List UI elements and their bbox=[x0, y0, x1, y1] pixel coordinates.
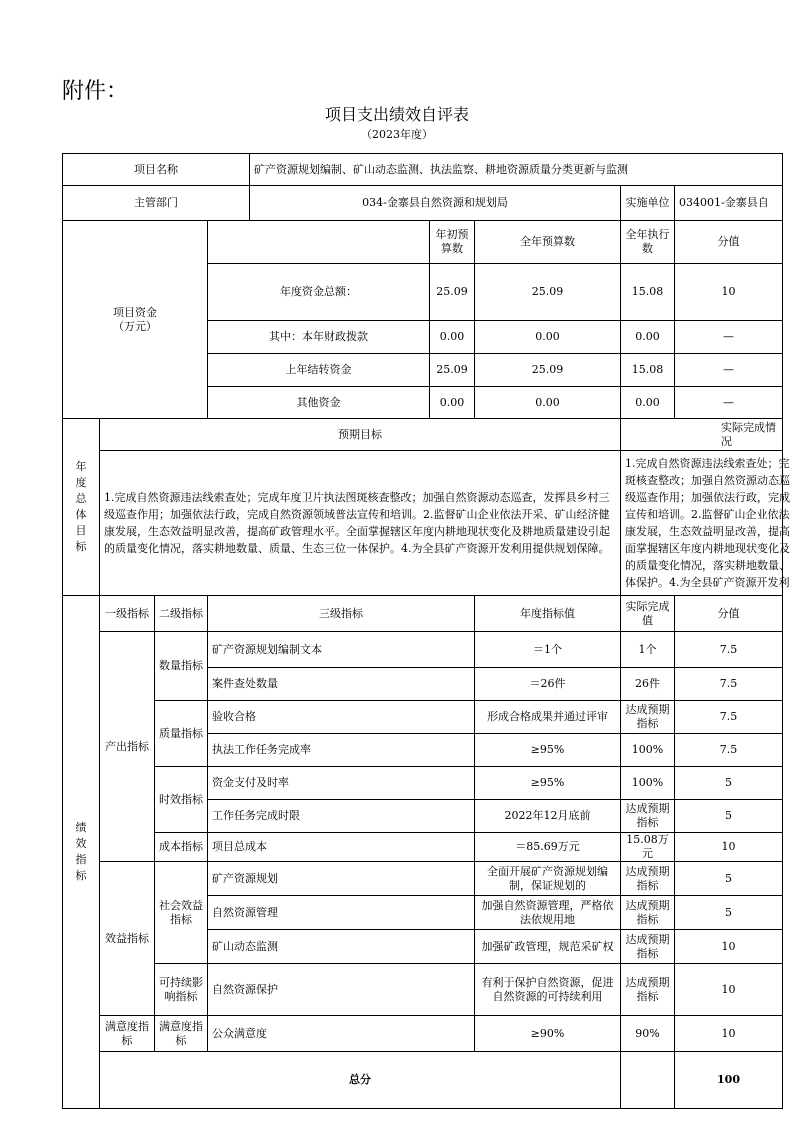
actual-result-line: 面掌握辖区年度内耕地现状变化及 bbox=[625, 542, 790, 555]
perf-header-actual: 实际完成值 bbox=[621, 596, 675, 632]
indicator-actual: 100% bbox=[621, 734, 675, 767]
indicator-name: 工作任务完成时限 bbox=[208, 800, 475, 833]
indicator-score: 7.5 bbox=[675, 701, 783, 734]
expected-goal-header: 预期目标 bbox=[100, 419, 621, 451]
actual-result-line: 的质量变化情况，落实耕地数量、 bbox=[625, 559, 790, 572]
indicator-row bbox=[63, 964, 783, 1016]
actual-result-line: 体保护。4.为全县矿产资源开发利 bbox=[625, 576, 790, 589]
actual-result-text bbox=[621, 451, 790, 596]
indicator-target: ＝1个 bbox=[475, 632, 621, 668]
funds-row-label: 其中：本年财政拨款 bbox=[208, 321, 430, 354]
indicator-actual: 90% bbox=[621, 1016, 675, 1052]
project-name-row bbox=[63, 154, 783, 186]
funds-row-executed: 15.08 bbox=[621, 264, 675, 321]
indicator-row bbox=[63, 767, 783, 800]
indicator-target: 全面开展矿产资源规划编制，保证规划的 bbox=[475, 862, 621, 896]
indicator-target: ≥95% bbox=[475, 767, 621, 800]
actual-result-line: 宣传和培训。2.监督矿山企业依法 bbox=[625, 508, 790, 521]
level2-sustainable: 可持续影响指标 bbox=[155, 964, 208, 1016]
indicator-score: 7.5 bbox=[675, 668, 783, 701]
indicator-actual: 达成预期指标 bbox=[621, 701, 675, 734]
indicator-score: 5 bbox=[675, 800, 783, 833]
annual-goal-content-row bbox=[63, 451, 783, 596]
indicator-actual: 26件 bbox=[621, 668, 675, 701]
indicator-score: 10 bbox=[675, 833, 783, 862]
funds-row-initial: 0.00 bbox=[430, 387, 475, 419]
indicator-row bbox=[63, 632, 783, 668]
perf-header-target: 年度指标值 bbox=[475, 596, 621, 632]
evaluation-table-viewport bbox=[62, 153, 790, 1086]
indicator-target: ＝26件 bbox=[475, 668, 621, 701]
indicator-target: ≥90% bbox=[475, 1016, 621, 1052]
total-row bbox=[63, 1052, 783, 1109]
perf-header-score: 分值 bbox=[675, 596, 783, 632]
funds-row-score: 10 bbox=[675, 264, 783, 321]
funds-row-initial: 25.09 bbox=[430, 354, 475, 387]
annual-goal-label: 年 度 总 体 目 标 bbox=[63, 419, 100, 596]
indicator-actual: 达成预期指标 bbox=[621, 896, 675, 930]
indicator-score: 10 bbox=[675, 930, 783, 964]
funds-row-executed: 0.00 bbox=[621, 321, 675, 354]
indicator-actual: 15.08万元 bbox=[621, 833, 675, 862]
indicator-name: 矿山动态监测 bbox=[208, 930, 475, 964]
funds-row-score: — bbox=[675, 387, 783, 419]
indicator-row bbox=[63, 1016, 783, 1052]
level2-satisfaction: 满意度指标 bbox=[155, 1016, 208, 1052]
indicator-score: 7.5 bbox=[675, 632, 783, 668]
indicator-name: 资金支付及时率 bbox=[208, 767, 475, 800]
indicator-target: 加强自然资源管理，严格依法依规用地 bbox=[475, 896, 621, 930]
funds-row-executed: 0.00 bbox=[621, 387, 675, 419]
perf-header-level1: 一级指标 bbox=[100, 596, 155, 632]
funds-row-initial: 0.00 bbox=[430, 321, 475, 354]
dept-value: 034-金寨县自然资源和规划局 bbox=[250, 186, 621, 221]
funds-row-budget: 0.00 bbox=[475, 321, 621, 354]
expected-goal-text: 1.完成自然资源违法线索查处；完成年度卫片执法图斑核查整改；加强自然资源动态巡查，发挥县乡村三级巡查作用；加强依法行政，完成自然资源领域普法宣传和培训。2.监督矿山企业依法开采、矿山经济健康发展，生态效益明显改善，提高矿政管理水平。全面掌握辖区年度内耕地现状变化及耕地质量建设引起的质量变化情况，落实耕地数量、质量、生态三位一体保护。4.为全县矿产资源开发利用提供规划保障。 bbox=[100, 451, 621, 596]
funds-header-budget: 全年预算数 bbox=[475, 221, 621, 264]
indicator-target: 有利于保护自然资源，促进自然资源的可持续利用 bbox=[475, 964, 621, 1016]
funds-header-initial: 年初预算数 bbox=[430, 221, 475, 264]
indicator-score: 10 bbox=[675, 964, 783, 1016]
funds-row-label: 年度资金总额： bbox=[208, 264, 430, 321]
indicator-target: 2022年12月底前 bbox=[475, 800, 621, 833]
indicator-name: 矿产资源规划 bbox=[208, 862, 475, 896]
indicator-target: ＝85.69万元 bbox=[475, 833, 621, 862]
evaluation-table bbox=[62, 153, 790, 1109]
indicator-name: 验收合格 bbox=[208, 701, 475, 734]
indicator-name: 案件查处数量 bbox=[208, 668, 475, 701]
total-label: 总分 bbox=[100, 1052, 621, 1109]
funds-row-score: — bbox=[675, 321, 783, 354]
funds-row-executed: 15.08 bbox=[621, 354, 675, 387]
annual-goal-header-row bbox=[63, 419, 783, 451]
level1-output: 产出指标 bbox=[100, 632, 155, 862]
funds-row-label: 上年结转资金 bbox=[208, 354, 430, 387]
total-score: 100 bbox=[675, 1052, 783, 1109]
impl-unit-value: 034001-金寨县自 bbox=[675, 186, 783, 221]
indicator-name: 公众满意度 bbox=[208, 1016, 475, 1052]
indicator-actual: 达成预期指标 bbox=[621, 930, 675, 964]
funds-row-budget: 25.09 bbox=[475, 264, 621, 321]
actual-result-line: 斑核查整改；加强自然资源动态巡 bbox=[625, 474, 790, 487]
project-name-value: 矿产资源规划编制、矿山动态监测、执法监察、耕地资源质量分类更新与监测 bbox=[250, 154, 783, 186]
funds-row-budget: 25.09 bbox=[475, 354, 621, 387]
attachment-label: 附件： bbox=[62, 79, 129, 104]
indicator-name: 执法工作任务完成率 bbox=[208, 734, 475, 767]
funds-header-row bbox=[63, 221, 783, 264]
level1-satisfaction: 满意度指标 bbox=[100, 1016, 155, 1052]
project-name-label: 项目名称 bbox=[63, 154, 250, 186]
actual-result-header: 实际完成情况 bbox=[621, 419, 783, 451]
level2-social: 社会效益指标 bbox=[155, 862, 208, 964]
indicator-target: ≥95% bbox=[475, 734, 621, 767]
indicator-row bbox=[63, 833, 783, 862]
funds-header-executed: 全年执行数 bbox=[621, 221, 675, 264]
indicator-actual: 达成预期指标 bbox=[621, 964, 675, 1016]
funds-header-blank bbox=[208, 221, 430, 264]
dept-label: 主管部门 bbox=[63, 186, 250, 221]
indicator-name: 矿产资源规划编制文本 bbox=[208, 632, 475, 668]
total-actual-blank bbox=[621, 1052, 675, 1109]
document-title: 项目支出绩效自评表 bbox=[324, 105, 469, 124]
indicator-score: 7.5 bbox=[675, 734, 783, 767]
indicator-score: 10 bbox=[675, 1016, 783, 1052]
level2-timeliness: 时效指标 bbox=[155, 767, 208, 833]
perf-header-level2: 二级指标 bbox=[155, 596, 208, 632]
indicator-target: 形成合格成果并通过评审 bbox=[475, 701, 621, 734]
indicator-row bbox=[63, 862, 783, 896]
funds-row-budget: 0.00 bbox=[475, 387, 621, 419]
indicator-score: 5 bbox=[675, 862, 783, 896]
impl-unit-label: 实施单位 bbox=[621, 186, 675, 221]
level2-quantity: 数量指标 bbox=[155, 632, 208, 701]
indicator-name: 项目总成本 bbox=[208, 833, 475, 862]
performance-label: 绩 效 指 标 bbox=[63, 596, 100, 1109]
indicator-target: 加强矿政管理，规范采矿权 bbox=[475, 930, 621, 964]
indicator-row bbox=[63, 701, 783, 734]
funds-row-score: — bbox=[675, 354, 783, 387]
actual-result-line: 级巡查作用；加强依法行政，完成 bbox=[625, 491, 790, 504]
document-year: （2023年度） bbox=[361, 128, 433, 141]
level2-quality: 质量指标 bbox=[155, 701, 208, 767]
indicator-actual: 100% bbox=[621, 767, 675, 800]
level2-cost: 成本指标 bbox=[155, 833, 208, 862]
indicator-actual: 达成预期指标 bbox=[621, 800, 675, 833]
funds-header-score: 分值 bbox=[675, 221, 783, 264]
perf-header-level3: 三级指标 bbox=[208, 596, 475, 632]
funds-row-initial: 25.09 bbox=[430, 264, 475, 321]
indicator-name: 自然资源保护 bbox=[208, 964, 475, 1016]
actual-result-line: 1.完成自然资源违法线索查处；完 bbox=[625, 457, 790, 470]
indicator-score: 5 bbox=[675, 896, 783, 930]
indicator-score: 5 bbox=[675, 767, 783, 800]
indicator-actual: 1个 bbox=[621, 632, 675, 668]
funds-label: 项目资金 （万元） bbox=[63, 221, 208, 419]
indicator-name: 自然资源管理 bbox=[208, 896, 475, 930]
indicator-actual: 达成预期指标 bbox=[621, 862, 675, 896]
performance-header-row bbox=[63, 596, 783, 632]
funds-row-label: 其他资金 bbox=[208, 387, 430, 419]
actual-result-line: 康发展，生态效益明显改善，提高 bbox=[625, 525, 790, 538]
department-row bbox=[63, 186, 783, 221]
level1-benefit: 效益指标 bbox=[100, 862, 155, 1016]
